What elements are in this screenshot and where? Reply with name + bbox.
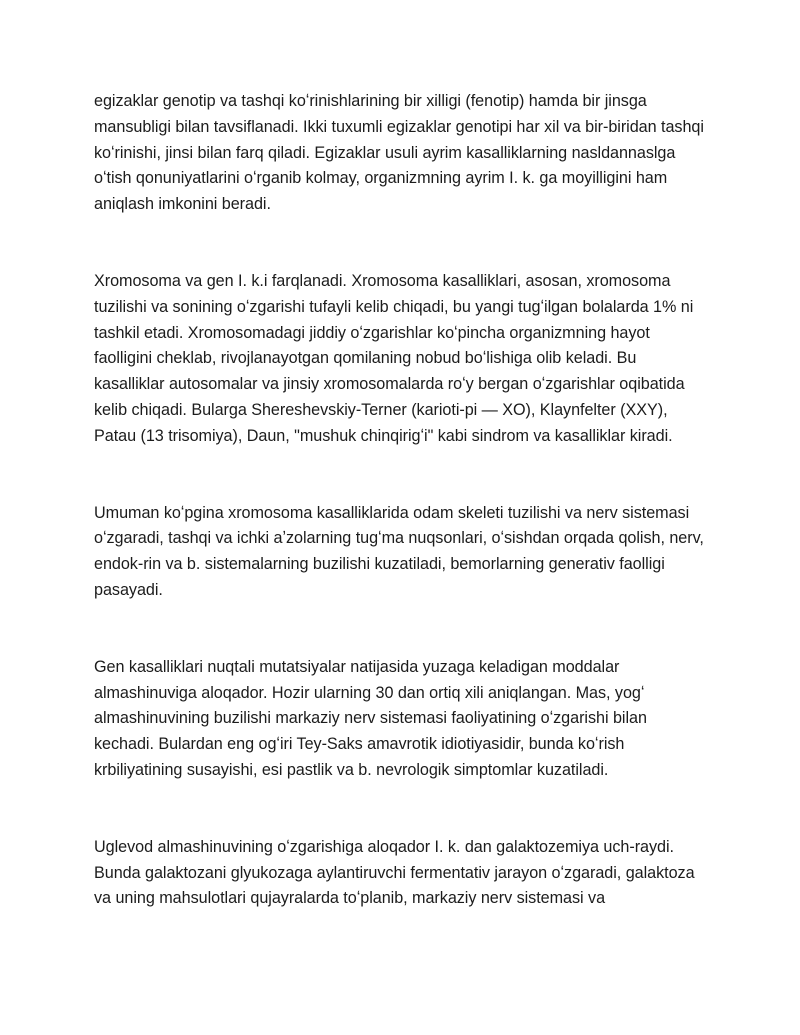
paragraph-chromosome-effects: Umuman koʻpgina xromosoma kasalliklarida odam skeleti tuzilishi va nerv sistemasi oʻzgaradi, tashqi va ichki aʼzolarning tugʻma nuqsonlari, oʻsishdan orqada qolish, nerv, endok-rin va b. sistemalarning buzilishi kuzatiladi, bemorlarning generativ faolligi pasayadi.: [94, 503, 704, 599]
paragraph-chromosome-diseases: Xromosoma va gen I. k.i farqlanadi. Xromosoma kasalliklari, asosan, xromosoma tuzilishi va sonining oʻzgarishi tufayli kelib chiqadi, bu yangi tugʻilgan bolalarda 1% ni tashkil etadi. Xromosomadagi jiddiy oʻzgarishlar koʻpincha organizmning hayot faolligini cheklab, rivojlanayotgan qomilaning nobud boʻlishiga olib keladi. Bu kasalliklar autosomalar va jinsiy xromosomalarda roʻy bergan oʻzgarishlar oqibatida kelib chiqadi. Bularga Shereshevskiy-Terner (karioti-pi — XO), Klaynfelter (XXY), Patau (13 trisomiya), Daun, "mushuk chinqirigʻi" kabi sindrom va kasalliklar kiradi.: [94, 271, 694, 445]
paragraph-gene-diseases: Gen kasalliklari nuqtali mutatsiyalar natijasida yuzaga keladigan moddalar almashinuviga aloqador. Hozir ularning 30 dan ortiq xili aniqlangan. Mas, yogʻ almashinuvining buzilishi markaziy nerv sistemasi faoliyatining oʻzgarishi bilan kechadi. Bulardan eng ogʻiri Tey-Saks amavrotik idiotiyasidir, bunda koʻrish krbiliyatining susayishi, esi pastlik va b. nevrologik simptomlar kuzatiladi.: [94, 657, 647, 779]
paragraph-carbohydrate-metabolism: Uglevod almashinuvining oʻzgarishiga aloqador I. k. dan galaktozemiya uch-raydi. Bunda galaktozani glyukozaga aylantiruvchi fermentativ jarayon oʻzgaradi, galaktoza va uning mahsulotlari qujayralarda toʻplanib, markaziy nerv sistemasi va: [94, 837, 695, 908]
paragraph-twin-studies: egizaklar genotip va tashqi koʻrinishlarining bir xilligi (fenotip) hamda bir jinsga mansubligi bilan tavsiflanadi. Ikki tuxumli egizaklar genotipi har xil va bir-biridan tashqi koʻrinishi, jinsi bilan farq qiladi. Egizaklar usuli ayrim kasalliklarning nasldannaslga oʻtish qonuniyatlarini oʻrganib kolmay, organizmning ayrim I. k. ga moyilligini ham aniqlash imkonini beradi.: [94, 92, 704, 214]
